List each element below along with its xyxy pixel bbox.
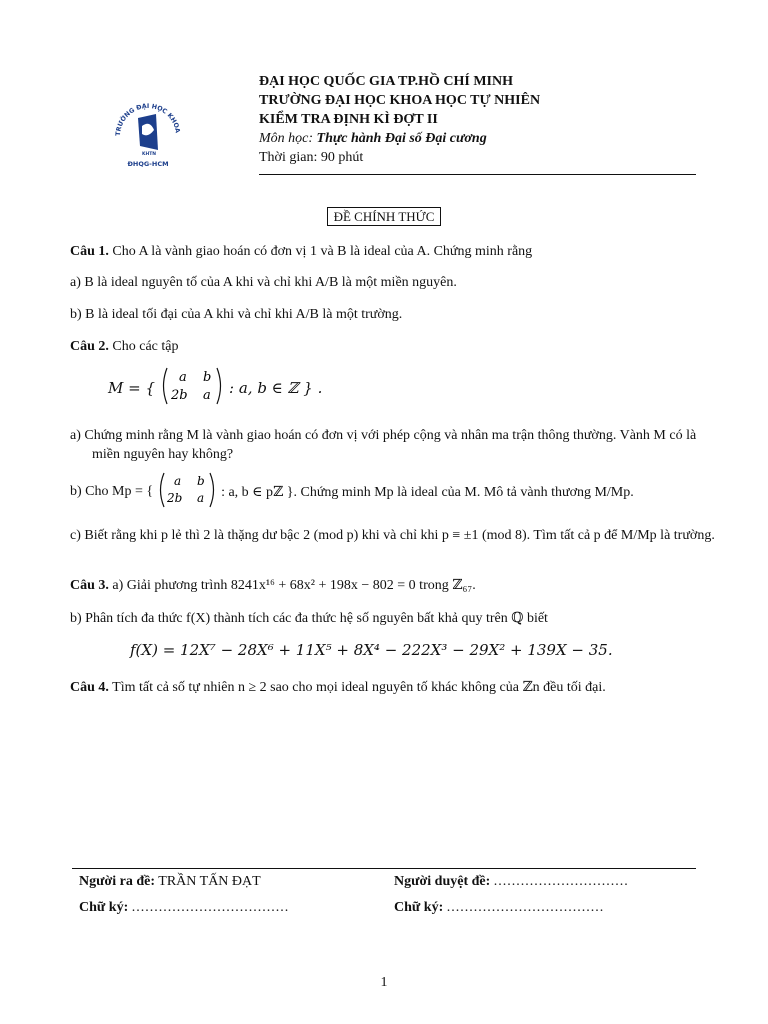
header-school: TRƯỜNG ĐẠI HỌC KHOA HỌC TỰ NHIÊN	[259, 93, 541, 108]
sign-dots-left: ...................................	[131, 900, 290, 915]
q4-label: Câu 4.	[70, 680, 109, 695]
logo-bottom-text: ĐHQG-HCM	[127, 160, 169, 168]
subject-value: Thực hành Đại số Đại cương	[316, 131, 487, 146]
q4-text: Tìm tất cả số tự nhiên n ≥ 2 sao cho mọi ideal nguyên tố khác không của ℤn đều tối đại.	[112, 680, 606, 695]
svg-text:2b: 2b	[167, 490, 183, 505]
q3-a: a) Giải phương trình 8241x¹⁶ + 68x² + 198x − 802 = 0 trong ℤ₆₇.	[112, 578, 476, 593]
q2-b-post: : a, b ∈ pℤ }. Chứng minh Mp là ideal của M. Mô tả vành thương M/Mp.	[221, 484, 634, 500]
q3-b: b) Phân tích đa thức f(X) thành tích các đa thức hệ số nguyên bất khả quy trên ℚ biết	[70, 611, 548, 626]
q1-line	[70, 242, 700, 261]
q2-formula	[108, 368, 322, 408]
subject-label: Môn học:	[259, 131, 314, 146]
page-number: 1	[380, 975, 388, 990]
footer-sign-right	[394, 898, 699, 917]
logo-abbr: KHTN	[141, 152, 157, 157]
header-rule	[259, 174, 696, 175]
footer-sign-left	[79, 898, 384, 917]
q1-a: a) B là ideal nguyên tố của A khi và chỉ khi A/B là một miền nguyên.	[70, 275, 457, 290]
footer-author	[79, 872, 379, 891]
q1-b: b) B là ideal tối đại của A khi và chỉ khi A/B là một trường.	[70, 307, 403, 322]
q2-label: Câu 2.	[70, 339, 109, 354]
q2-line	[70, 337, 700, 356]
sign-label-right: Chữ ký:	[394, 900, 444, 915]
matrix-p	[156, 471, 218, 514]
matrix-p-icon	[156, 471, 218, 509]
q1-text: Cho A là vành giao hoán có đơn vị 1 và B là ideal của A. Chứng minh rằng	[112, 244, 533, 259]
sign-label-left: Chữ ký:	[79, 900, 129, 915]
approver-label: Người duyệt đề:	[394, 874, 491, 889]
header-subject	[259, 129, 699, 148]
header-university: ĐẠI HỌC QUỐC GIA TP.HỒ CHÍ MINH	[259, 74, 513, 89]
formula-m-tail: : a, b ∈ ℤ } .	[229, 379, 323, 397]
matrix-icon	[159, 366, 225, 406]
q2-b	[70, 472, 700, 512]
q3-label: Câu 3.	[70, 578, 109, 593]
svg-text:a: a	[203, 387, 211, 403]
q4-line	[70, 678, 700, 697]
svg-text:a: a	[174, 473, 182, 488]
footer-rule	[72, 868, 696, 869]
svg-text:a: a	[179, 369, 187, 385]
q3-line	[70, 576, 700, 595]
q2-a: a) Chứng minh rằng M là vành giao hoán có đơn vị với phép cộng và nhân ma trận thông thường. Vành M có là miền nguyên hay không?	[70, 428, 697, 462]
q1-label: Câu 1.	[70, 244, 109, 259]
svg-text:b: b	[197, 473, 205, 488]
q2-b-pre: b) Cho Mp = {	[70, 484, 154, 499]
sign-dots-right: ...................................	[446, 900, 605, 915]
q2-text: Cho các tập	[112, 339, 179, 354]
logo-ring-text: TRƯỜNG ĐẠI HỌC KHOA	[114, 102, 181, 137]
logo-emblem-icon	[108, 90, 188, 170]
svg-text:a: a	[197, 490, 205, 505]
matrix	[159, 366, 225, 411]
header-block	[259, 72, 699, 167]
q3-poly: f(X) = 12X⁷ − 28X⁶ + 11X⁵ + 8X⁴ − 222X³ − 29X² + 139X − 35.	[130, 641, 613, 659]
footer-approver	[394, 872, 694, 891]
header-exam: KIỂM TRA ĐỊNH KÌ ĐỢT II	[259, 112, 438, 127]
official-label: ĐỀ CHÍNH THỨC	[327, 207, 442, 226]
university-logo	[108, 90, 188, 170]
header-time: Thời gian: 90 phút	[259, 150, 364, 165]
formula-m-head: M = {	[108, 379, 156, 397]
svg-text:b: b	[203, 369, 212, 385]
q2-c: c) Biết rằng khi p lẻ thì 2 là thặng dư bậc 2 (mod p) khi và chỉ khi p ≡ ±1 (mod 8). Tìm tất cả p để M/Mp là trường.	[70, 528, 715, 543]
author-label: Người ra đề:	[79, 874, 156, 889]
official-wrapper	[0, 209, 768, 226]
approver-dots: ..............................	[493, 874, 629, 889]
author-name: TRẦN TẤN ĐẠT	[158, 874, 261, 889]
svg-text:2b: 2b	[171, 387, 188, 403]
